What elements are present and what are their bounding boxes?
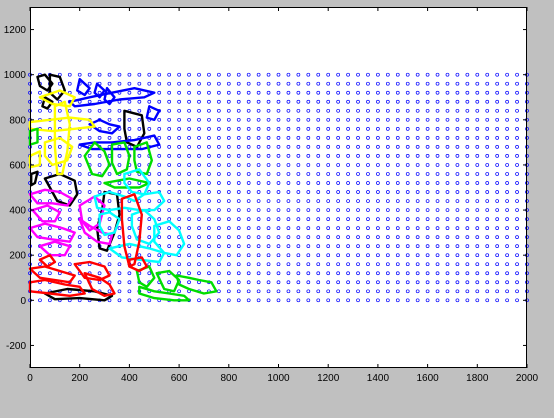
x-tick-label: 1200: [317, 373, 340, 384]
y-tick-label: -200: [5, 340, 26, 352]
x-tick-label: 800: [220, 373, 238, 384]
x-tick-label: 2000: [515, 373, 539, 384]
y-tick-label: 1200: [3, 25, 26, 37]
y-tick-label: 400: [9, 205, 26, 217]
y-tick-label: 200: [9, 250, 26, 262]
x-tick-label: 1000: [267, 373, 290, 384]
x-tick-label: 1600: [416, 373, 439, 384]
x-tick-label: 400: [121, 373, 138, 384]
x-tick-label: 1400: [366, 373, 390, 384]
x-tick-label: 200: [71, 373, 89, 384]
x-tick-label: 0: [27, 373, 33, 384]
y-tick-label: 0: [20, 295, 26, 307]
y-tick-label: 800: [9, 115, 26, 127]
plot-area: [30, 7, 527, 368]
x-tick-label: 600: [170, 373, 188, 384]
y-tick-label: 600: [9, 160, 26, 172]
x-tick-label: 1800: [466, 373, 489, 384]
y-tick-label: 1000: [3, 70, 26, 82]
